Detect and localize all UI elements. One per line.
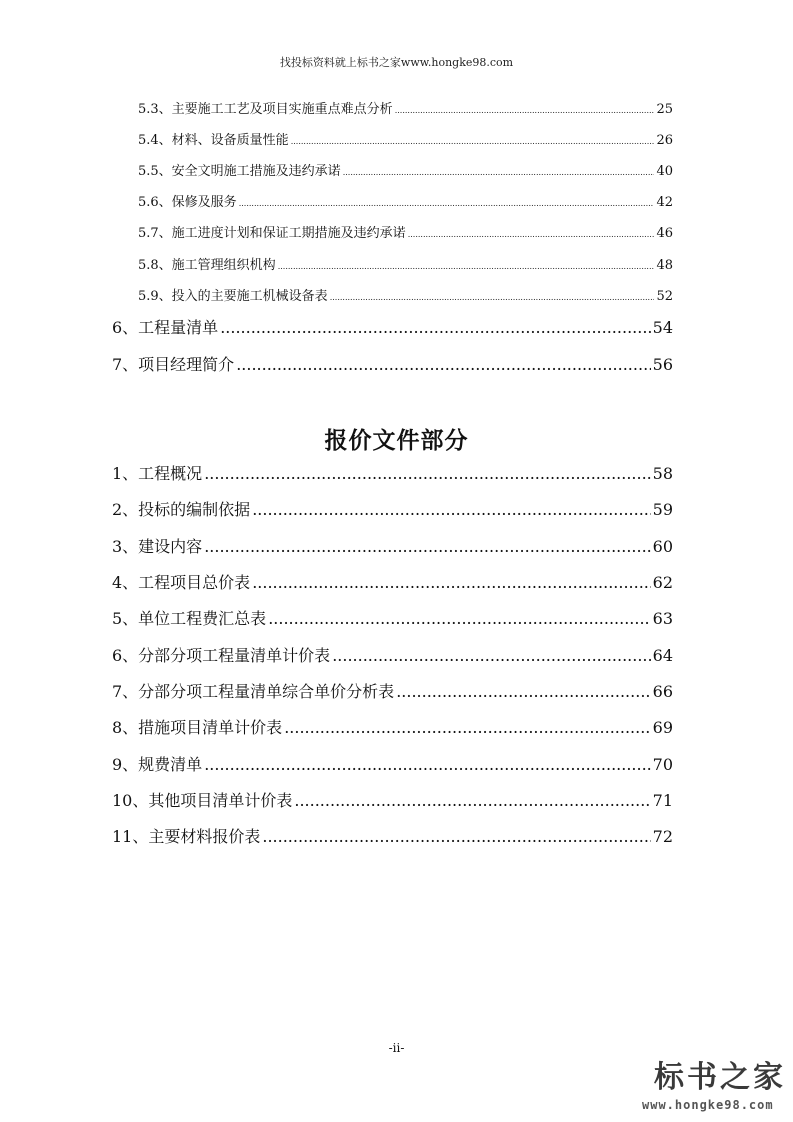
page-header: 找投标资料就上标书之家www.hongke98.com bbox=[279, 56, 514, 69]
toc-entry-page: 25 bbox=[656, 102, 673, 117]
toc-leader bbox=[278, 262, 655, 271]
toc-entry-label: 8、措施项目清单计价表 bbox=[112, 718, 283, 737]
toc-entry[interactable] bbox=[112, 606, 673, 628]
toc-entry-label: 1、工程概况 bbox=[112, 464, 203, 483]
toc-entry-label: 5.6、保修及服务 bbox=[138, 195, 237, 210]
toc-entry[interactable] bbox=[112, 679, 673, 701]
toc-entry-page: 62 bbox=[652, 573, 673, 592]
toc-entry[interactable] bbox=[138, 191, 673, 209]
toc-entry-label: 3、建设内容 bbox=[112, 537, 203, 556]
toc-entry-label: 6、分部分项工程量清单计价表 bbox=[112, 646, 331, 665]
toc-leader bbox=[284, 718, 650, 737]
toc-leader bbox=[204, 755, 650, 774]
toc-entry-label: 4、工程项目总价表 bbox=[112, 573, 251, 592]
toc-entry-label: 7、项目经理简介 bbox=[112, 355, 235, 374]
toc-entry-page: 63 bbox=[652, 609, 673, 628]
toc-leader bbox=[291, 137, 655, 146]
toc-entry-page: 69 bbox=[652, 718, 673, 737]
toc-entry[interactable] bbox=[112, 534, 673, 556]
toc-leader bbox=[332, 646, 650, 665]
toc-entry-page: 42 bbox=[656, 195, 673, 210]
toc-entry[interactable] bbox=[112, 315, 673, 337]
toc-leader bbox=[252, 500, 650, 519]
toc-entry-label: 11、主要材料报价表 bbox=[112, 827, 261, 846]
toc-entry-label: 5.8、施工管理组织机构 bbox=[138, 258, 276, 273]
toc-entry-page: 70 bbox=[652, 755, 673, 774]
toc-leader bbox=[396, 682, 650, 701]
toc-leader bbox=[408, 230, 655, 239]
toc-entry-page: 66 bbox=[652, 682, 673, 701]
toc-entry-page: 58 bbox=[652, 464, 673, 483]
toc-entry[interactable] bbox=[138, 222, 673, 240]
toc-entry[interactable] bbox=[112, 824, 673, 846]
section-title: 报价文件部分 bbox=[324, 427, 469, 454]
toc-entry-label: 5.4、材料、设备质量性能 bbox=[138, 133, 289, 148]
toc-leader bbox=[294, 791, 650, 810]
toc-leader bbox=[204, 537, 650, 556]
toc-leader bbox=[268, 609, 650, 628]
toc-entry-label: 5、单位工程费汇总表 bbox=[112, 609, 267, 628]
toc-entry-page: 40 bbox=[656, 164, 673, 179]
toc-entry-label: 9、规费清单 bbox=[112, 755, 203, 774]
toc-leader bbox=[330, 293, 655, 302]
toc-entry[interactable] bbox=[112, 788, 673, 810]
toc-entry[interactable] bbox=[112, 643, 673, 665]
toc-entry[interactable] bbox=[138, 254, 673, 272]
toc-entry-page: 26 bbox=[656, 133, 673, 148]
toc-entry[interactable] bbox=[112, 752, 673, 774]
toc-entry-label: 10、其他项目清单计价表 bbox=[112, 791, 293, 810]
toc-entry[interactable] bbox=[112, 352, 673, 374]
toc-entry-page: 48 bbox=[656, 258, 673, 273]
toc-entry[interactable] bbox=[138, 285, 673, 303]
toc-entry-label: 7、分部分项工程量清单综合单价分析表 bbox=[112, 682, 395, 701]
toc-entry[interactable] bbox=[112, 715, 673, 737]
toc-leader bbox=[262, 827, 650, 846]
toc-leader bbox=[252, 573, 650, 592]
toc-leader bbox=[220, 318, 650, 337]
toc-entry-page: 46 bbox=[656, 226, 673, 241]
toc-entry[interactable] bbox=[138, 129, 673, 147]
toc-entry-label: 2、投标的编制依据 bbox=[112, 500, 251, 519]
toc-entry-label: 5.3、主要施工工艺及项目实施重点难点分析 bbox=[138, 102, 393, 117]
toc-entry[interactable] bbox=[112, 570, 673, 592]
toc-entry[interactable] bbox=[138, 160, 673, 178]
toc-entry-page: 52 bbox=[656, 289, 673, 304]
toc-entry-page: 72 bbox=[652, 827, 673, 846]
toc-leader bbox=[204, 464, 650, 483]
toc-entry-page: 60 bbox=[652, 537, 673, 556]
page-number: -ii- bbox=[388, 1041, 405, 1055]
toc-leader bbox=[236, 355, 650, 374]
logo-url-text: www.hongke98.com bbox=[642, 1098, 774, 1112]
toc-entry-label: 6、工程量清单 bbox=[112, 318, 219, 337]
toc-entry-page: 59 bbox=[652, 500, 673, 519]
toc-entry-label: 5.9、投入的主要施工机械设备表 bbox=[138, 289, 328, 304]
toc-leader bbox=[395, 106, 655, 115]
toc-leader bbox=[239, 199, 655, 208]
toc-entry[interactable] bbox=[112, 461, 673, 483]
toc-entry-page: 56 bbox=[652, 355, 673, 374]
toc-entry-page: 54 bbox=[652, 318, 673, 337]
toc-leader bbox=[343, 168, 655, 177]
toc-entry-page: 64 bbox=[652, 646, 673, 665]
brand-logo bbox=[640, 1052, 790, 1118]
logo-main-text: 标书之家 bbox=[654, 1060, 786, 1095]
toc-entry[interactable] bbox=[112, 497, 673, 519]
toc-entry-label: 5.5、安全文明施工措施及违约承诺 bbox=[138, 164, 341, 179]
toc-entry-page: 71 bbox=[652, 791, 673, 810]
toc-entry[interactable] bbox=[138, 98, 673, 116]
toc-entry-label: 5.7、施工进度计划和保证工期措施及违约承诺 bbox=[138, 226, 406, 241]
